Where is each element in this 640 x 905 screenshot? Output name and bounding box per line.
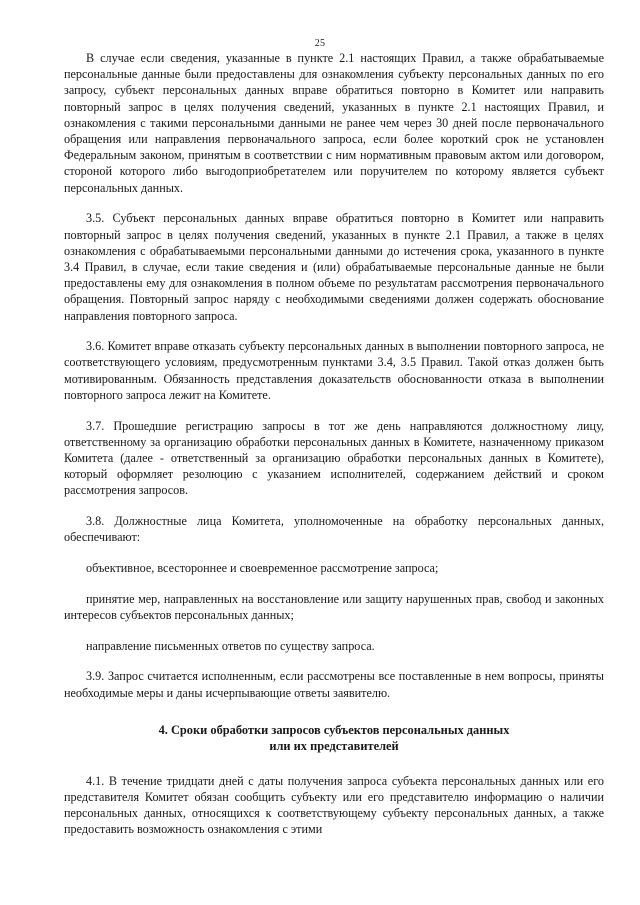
document-body	[64, 50, 604, 838]
page-number: 25	[314, 38, 326, 49]
list-item-restore-rights: принятие мер, направленных на восстановление или защиту нарушенных прав, свобод и законных интересов субъектов персональных данных;	[64, 591, 604, 622]
section-heading-line-1: 4. Сроки обработки запросов субъектов персональных данных	[158, 722, 510, 737]
list-item-written-answers: направление письменных ответов по существу запроса.	[86, 638, 375, 653]
paragraph-3-6: 3.6. Комитет вправе отказать субъекту персональных данных в выполнении повторного запроса, не соответствующего условиям, предусмотренным пунктами 3.4, 3.5 Правил. Такой отказ должен быть мотивированным. Обязанность представления доказательств обоснованности отказа в выполнении повторного запроса лежит на Комитете.	[64, 339, 604, 402]
list-item-objective-review: объективное, всестороннее и своевременное рассмотрение запроса;	[86, 560, 439, 575]
paragraph-3-9: 3.9. Запрос считается исполненным, если рассмотрены все поставленные в нем вопросы, приняты необходимые меры и даны исчерпывающие ответы заявителю.	[64, 669, 604, 700]
section-heading-line-2: или их представителей	[269, 738, 399, 753]
paragraph-3-7: 3.7. Прошедшие регистрацию запросы в тот же день направляются должностному лицу, ответственному за организацию обработки персональных данных в Комитете, назначенному приказом Комитета (далее - ответственный за организацию обработки персональных данных в Комитете), который оформляет резолюцию с указанием исполнителей, содержанием действий и сроком рассмотрения запросов.	[64, 418, 604, 498]
paragraph-3-8: 3.8. Должностные лица Комитета, уполномоченные на обработку персональных данных, обеспечивают:	[64, 514, 604, 545]
paragraph-3-5: 3.5. Субъект персональных данных вправе обратиться повторно в Комитет или направить повторный запрос в целях получения сведений, указанных в пункте 2.1 Правил, а также в целях ознакомления с обрабатываемыми персональными данными до истечения срока, указанного в пункте 3.4 Правил, в случае, если такие сведения и (или) обрабатываемые персональные данные не были предоставлены ему для ознакомления в полном объеме по результатам рассмотрения первоначального обращения. Повторный запрос наряду с необходимыми сведениями должен содержать обоснование направления повторного запроса.	[64, 211, 604, 323]
paragraph-continuation-3-4: В случае если сведения, указанные в пункте 2.1 настоящих Правил, а также обрабатываемые персональные данные были предоставлены для ознакомления субъекту персональных данных по его запросу, субъект персональных данных вправе обратиться повторно в Комитет или направить повторный запрос в целях получения сведений, указанных в пункте 2.1 настоящих Правил, и ознакомления с такими персональными данными не ранее чем через 30 дней после первоначального обращения или направления первоначального запроса, если более короткий срок не установлен Федеральным законом, принятым в соответствии с ним нормативным правовым актом или договором, стороной которого либо выгодоприобретателем или поручителем по которому является субъект персональных данных.	[64, 51, 604, 195]
paragraph-4-1: 4.1. В течение тридцати дней с даты получения запроса субъекта персональных данных или его представителя Комитет обязан сообщить субъекту или его представителю информацию о наличии персональных данных, относящихся к соответствующему субъекту персональных данных, а также предоставить возможность ознакомления с этими	[64, 773, 604, 837]
section-heading	[64, 722, 604, 754]
